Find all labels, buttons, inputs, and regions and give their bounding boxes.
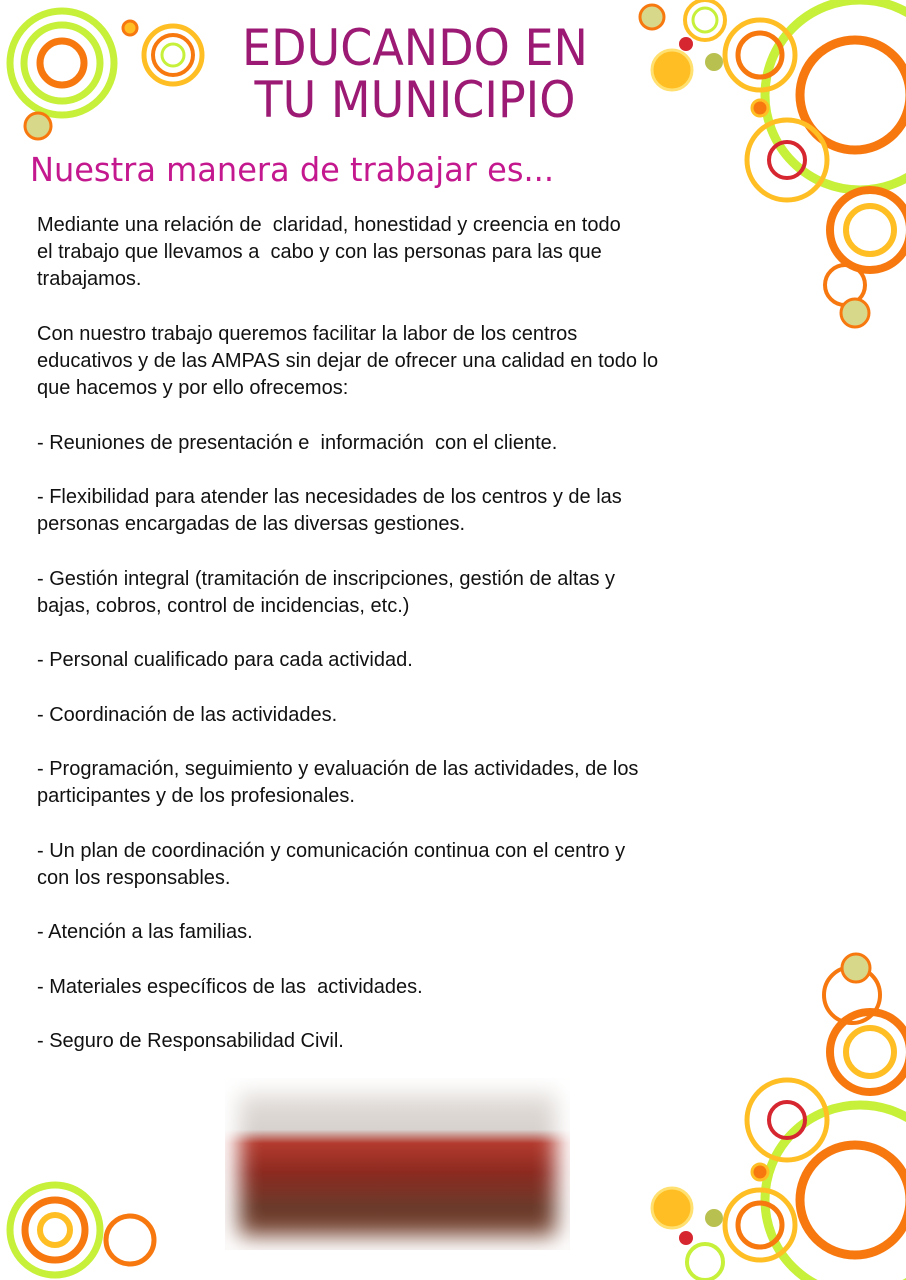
service-item xyxy=(37,430,817,457)
subtitle: Nuestra manera de trabajar es... xyxy=(30,150,555,189)
text-line: - Materiales específicos de las actividades. xyxy=(37,975,423,998)
text-line: - Un plan de coordinación y comunicación continua con el centro y xyxy=(37,839,626,862)
text-line: con los responsables. xyxy=(37,866,231,889)
service-item xyxy=(37,838,817,892)
service-item xyxy=(37,647,817,674)
service-item xyxy=(37,702,817,729)
intro-paragraph xyxy=(37,321,817,403)
title-line-2: TU MUNICIPIO xyxy=(254,71,576,129)
text-line: Con nuestro trabajo queremos facilitar la labor de los centros xyxy=(37,322,578,345)
service-item xyxy=(37,919,817,946)
body-text xyxy=(37,212,817,1082)
title-line-1: EDUCANDO EN xyxy=(242,19,588,77)
service-item xyxy=(37,1028,817,1055)
text-line: - Reuniones de presentación e información con el cliente. xyxy=(37,431,558,454)
page-title xyxy=(199,19,631,129)
text-line: el trabajo que llevamos a cabo y con las personas para las que xyxy=(37,241,602,264)
service-item xyxy=(37,974,817,1001)
text-line: Mediante una relación de claridad, honestidad y creencia en todo xyxy=(37,214,621,236)
text-line: trabajamos. xyxy=(37,268,142,291)
text-line: - Coordinación de las actividades. xyxy=(37,703,338,726)
text-line: personas encargadas de las diversas gestiones. xyxy=(37,513,466,536)
intro-paragraph xyxy=(37,212,817,294)
text-line: - Gestión integral (tramitación de inscripciones, gestión de altas y xyxy=(37,567,616,590)
service-item xyxy=(37,484,817,538)
text-line: - Flexibilidad para atender las necesidades de los centros y de las xyxy=(37,485,622,508)
text-line: - Programación, seguimiento y evaluación de las actividades, de los xyxy=(37,757,639,780)
text-line: - Seguro de Responsabilidad Civil. xyxy=(37,1029,344,1052)
text-line: - Personal cualificado para cada actividad. xyxy=(37,649,413,672)
text-line: educativos y de las AMPAS sin dejar de ofrecer una calidad en todo lo xyxy=(37,350,659,372)
service-item xyxy=(37,756,817,810)
text-line: participantes y de los profesionales. xyxy=(37,785,355,808)
text-line: que hacemos y por ello ofrecemos: xyxy=(37,377,349,400)
text-line: bajas, cobros, control de incidencias, etc.) xyxy=(37,594,410,617)
children-activity-photo xyxy=(225,1078,570,1250)
service-item xyxy=(37,566,817,620)
text-line: - Atención a las familias. xyxy=(37,921,253,944)
